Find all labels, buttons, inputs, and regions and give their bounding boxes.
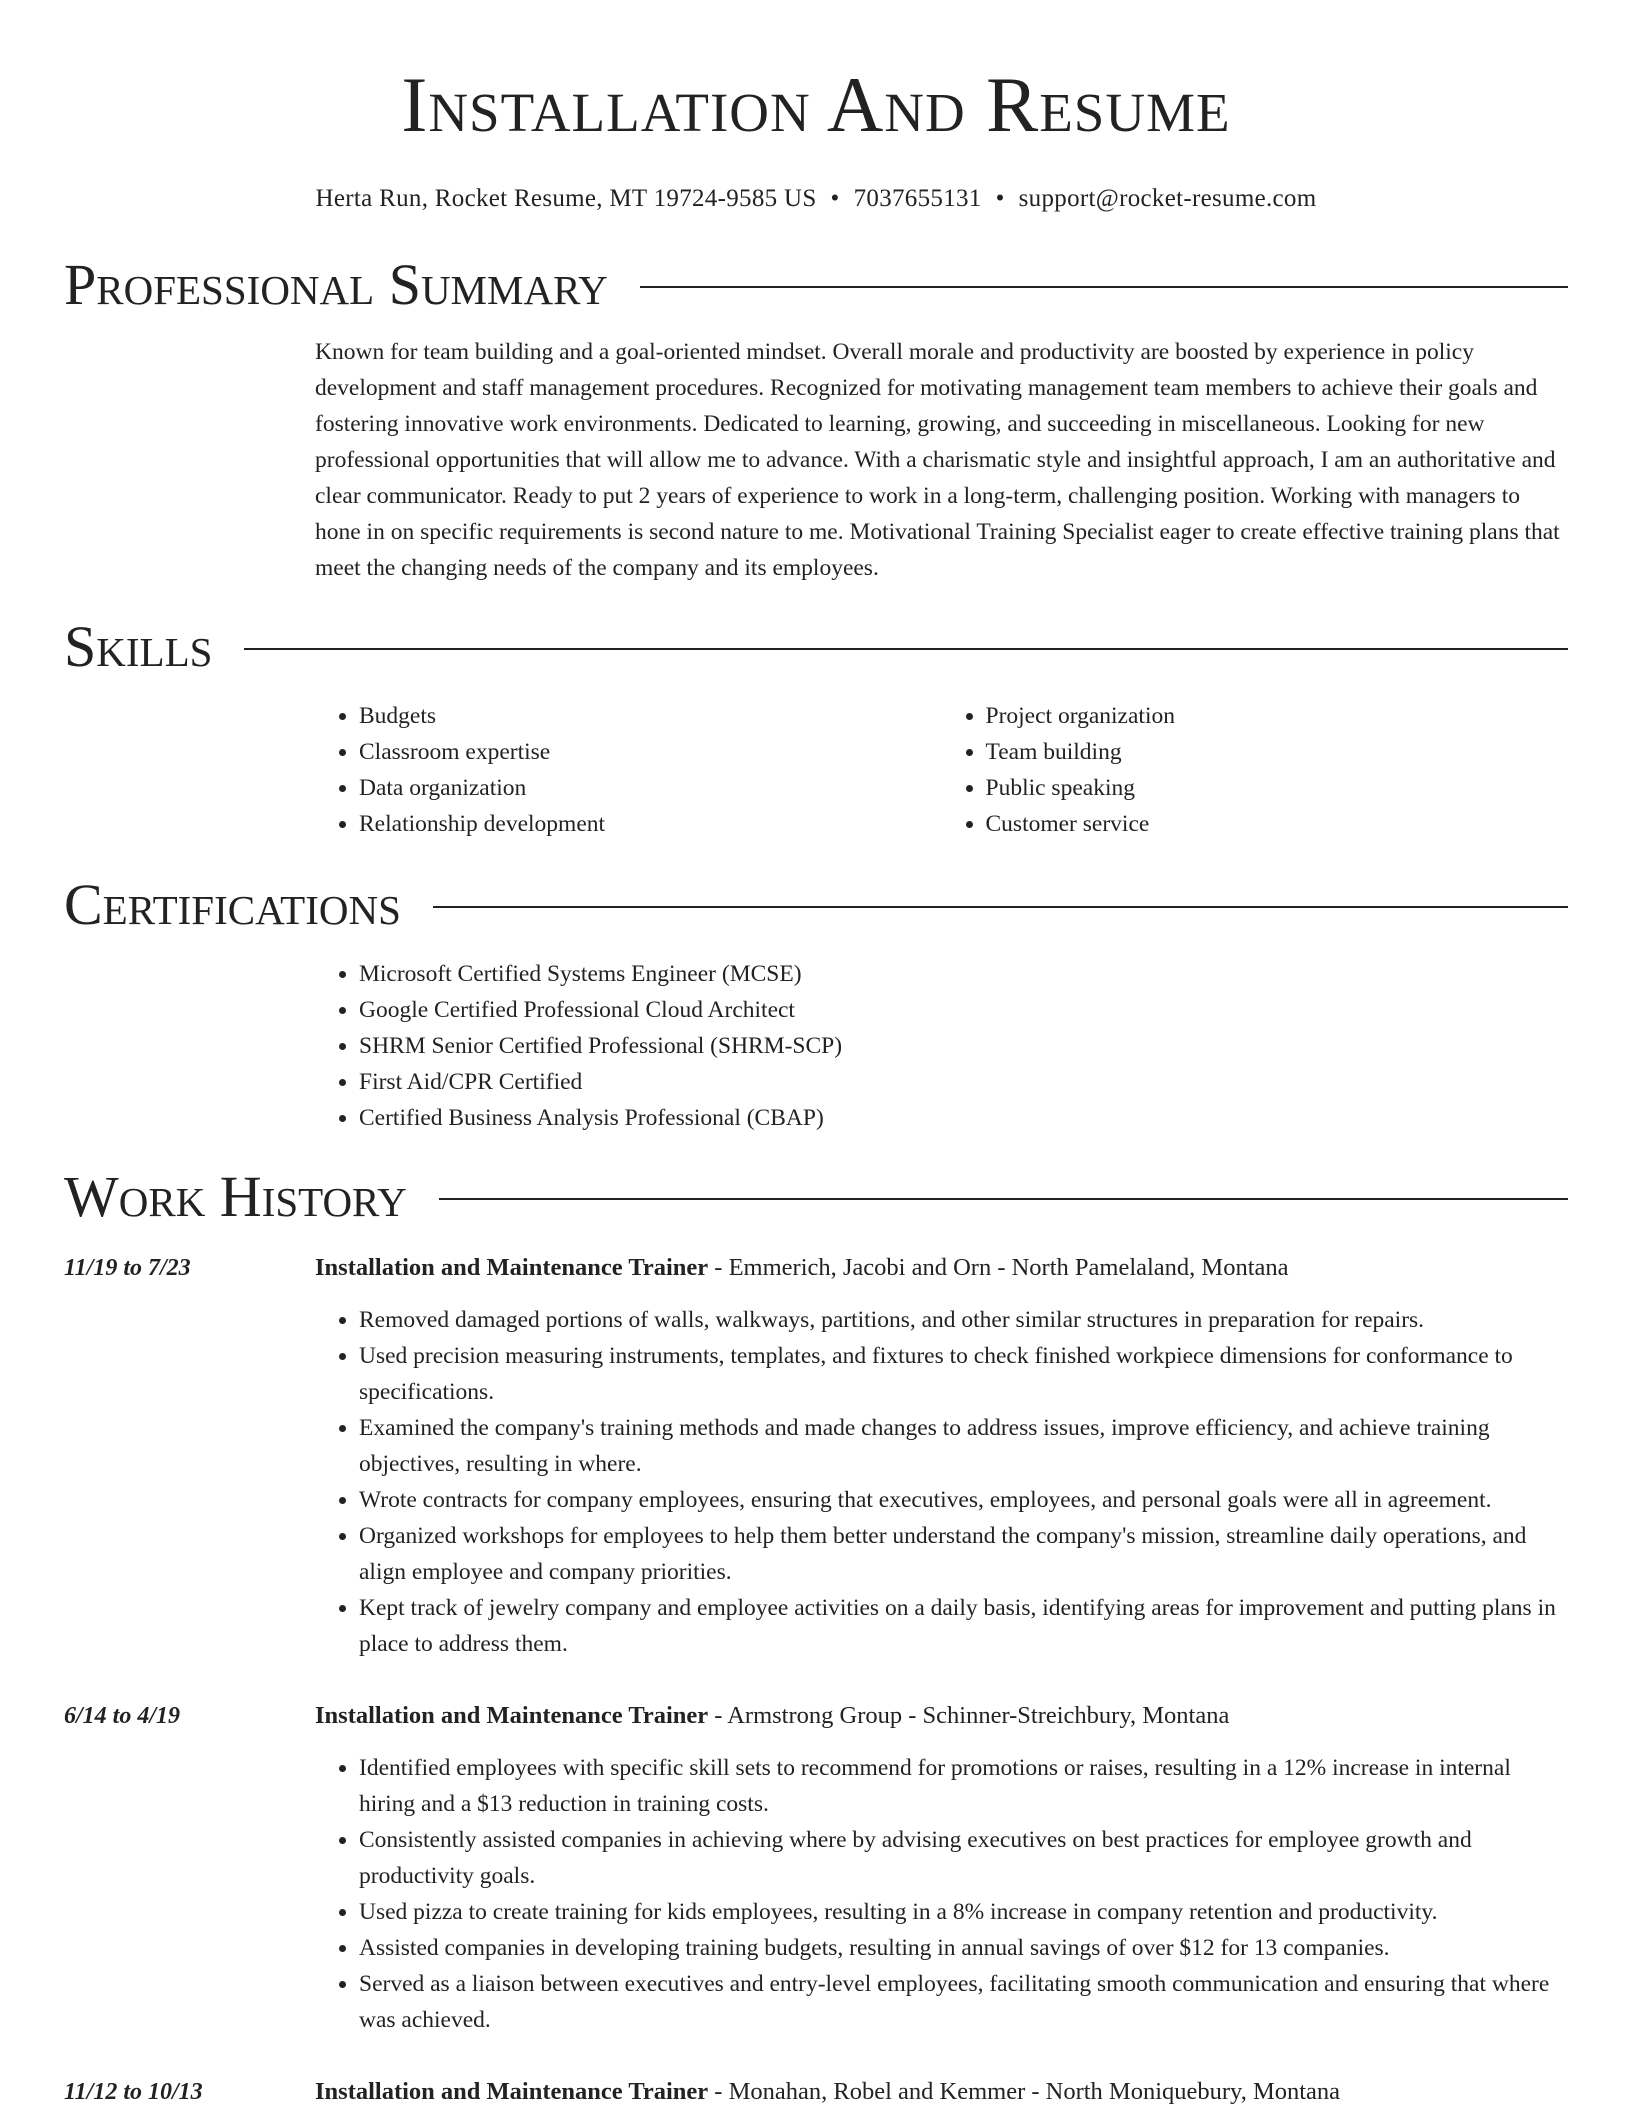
certification-item: • Google Certified Professional Cloud Architect	[359, 992, 1568, 1028]
job-bullet: • Removed damaged portions of walls, walkways, partitions, and other similar structures in preparation for repairs.	[359, 1302, 1568, 1338]
job-bullet: • Identified employees with specific skill sets to recommend for promotions or raises, resulting in a 12% increase in internal hiring and a $13 reduction in training costs.	[359, 1750, 1568, 1822]
contact-line	[64, 182, 1568, 216]
job-title-line	[315, 2074, 1568, 2110]
section-divider	[433, 906, 1568, 908]
skills-column-left	[315, 698, 942, 842]
contact-address: Herta Run, Rocket Resume, MT 19724-9585 US	[315, 185, 817, 212]
job-bullet: • Assisted companies in developing training budgets, resulting in annual savings of over $12 for 13 companies.	[359, 1930, 1568, 1966]
job-bullet: • Wrote contracts for company employees, ensuring that executives, employees, and personal goals were all in agreement.	[359, 1482, 1568, 1518]
job-bullet: • Served as a liaison between executives and entry-level employees, facilitating smooth communication and ensuring that where was achieved.	[359, 1966, 1568, 2038]
job-entry	[64, 2074, 1568, 2110]
job-bullets	[315, 1302, 1568, 1662]
certifications-section-header	[64, 870, 1568, 940]
skills-heading: Skills	[64, 614, 213, 679]
skill-item: • Team building	[986, 734, 1569, 770]
certification-item: • Certified Business Analysis Professional (CBAP)	[359, 1100, 1568, 1136]
skills-column-right	[942, 698, 1569, 842]
job-details: - Armstrong Group - Schinner-Streichbury, Montana	[708, 1702, 1230, 1729]
job-title: Installation and Maintenance Trainer	[315, 2078, 709, 2105]
skill-item: • Customer service	[986, 806, 1569, 842]
skill-item: • Data organization	[359, 770, 942, 806]
section-divider	[640, 286, 1568, 288]
skills-section-header	[64, 612, 1568, 682]
skill-item: • Relationship development	[359, 806, 942, 842]
certification-item: • Microsoft Certified Systems Engineer (MCSE)	[359, 956, 1568, 992]
job-title: Installation and Maintenance Trainer	[315, 1702, 709, 1729]
summary-text: Known for team building and a goal-oriented mindset. Overall morale and productivity are boosted by experience in policy development and staff management procedures. Recognized for motivating management team members to achieve their goals and fostering innovative work environments. Dedicated to learning, growing, and succeeding in miscellaneous. Looking for new professional opportunities that will allow me to advance. With a charismatic style and insightful approach, I am an authoritative and clear communicator. Ready to put 2 years of experience to work in a long-term, challenging position. Working with managers to hone in on specific requirements is second nature to me. Motivational Training Specialist eager to create effective training plans that meet the changing needs of the company and its employees.	[315, 339, 1560, 581]
certification-item: • First Aid/CPR Certified	[359, 1064, 1568, 1100]
job-bullet: • Organized workshops for employees to help them better understand the company's mission, streamline daily operations, and align employee and company priorities.	[359, 1518, 1568, 1590]
job-bullet: • Kept track of jewelry company and employee activities on a daily basis, identifying areas for improvement and putting plans in place to address them.	[359, 1590, 1568, 1662]
job-bullet: • Consistently assisted companies in achieving where by advising executives on best practices for employee growth and productivity goals.	[359, 1822, 1568, 1894]
job-bullet: • Used precision measuring instruments, templates, and fixtures to check finished workpiece dimensions for conformance to specifications.	[359, 1338, 1568, 1410]
contact-separator: •	[830, 185, 840, 212]
resume-page	[64, 0, 1568, 2110]
work-history-section-header	[64, 1162, 1568, 1232]
summary-section-header	[64, 250, 1568, 320]
skill-item: • Budgets	[359, 698, 942, 734]
contact-email: support@rocket-resume.com	[1018, 185, 1317, 212]
work-history-heading: Work History	[64, 1164, 407, 1229]
job-dates: 6/14 to 4/19	[64, 1703, 181, 1729]
resume-name: Installation And Resume	[401, 61, 1231, 148]
job-bullet: • Used pizza to create training for kids employees, resulting in a 8% increase in company retention and productivity.	[359, 1894, 1568, 1930]
job-title-line	[315, 1698, 1568, 1734]
job-entry	[64, 1698, 1568, 2038]
job-title: Installation and Maintenance Trainer	[315, 1254, 709, 1281]
section-divider	[439, 1198, 1568, 1200]
section-divider	[244, 648, 1568, 650]
job-dates: 11/19 to 7/23	[64, 1255, 191, 1281]
skills-list	[315, 698, 1568, 842]
skill-item: • Project organization	[986, 698, 1569, 734]
job-bullet: • Examined the company's training methods and made changes to address issues, improve efficiency, and achieve training objectives, resulting in where.	[359, 1410, 1568, 1482]
skill-item: • Public speaking	[986, 770, 1569, 806]
job-bullets	[315, 1750, 1568, 2038]
skill-item: • Classroom expertise	[359, 734, 942, 770]
certification-item: • SHRM Senior Certified Professional (SHRM-SCP)	[359, 1028, 1568, 1064]
job-title-line	[315, 1250, 1568, 1286]
certifications-list	[315, 956, 1568, 1136]
certifications-heading: Certifications	[64, 872, 401, 937]
summary-heading: Professional Summary	[64, 252, 608, 317]
job-entry	[64, 1250, 1568, 1662]
job-details: - Emmerich, Jacobi and Orn - North Pamelaland, Montana	[708, 1254, 1289, 1281]
job-details: - Monahan, Robel and Kemmer - North Moniquebury, Montana	[708, 2078, 1341, 2105]
contact-separator: •	[995, 185, 1005, 212]
job-dates: 11/12 to 10/13	[64, 2079, 203, 2105]
contact-phone: 7037655131	[853, 185, 982, 212]
